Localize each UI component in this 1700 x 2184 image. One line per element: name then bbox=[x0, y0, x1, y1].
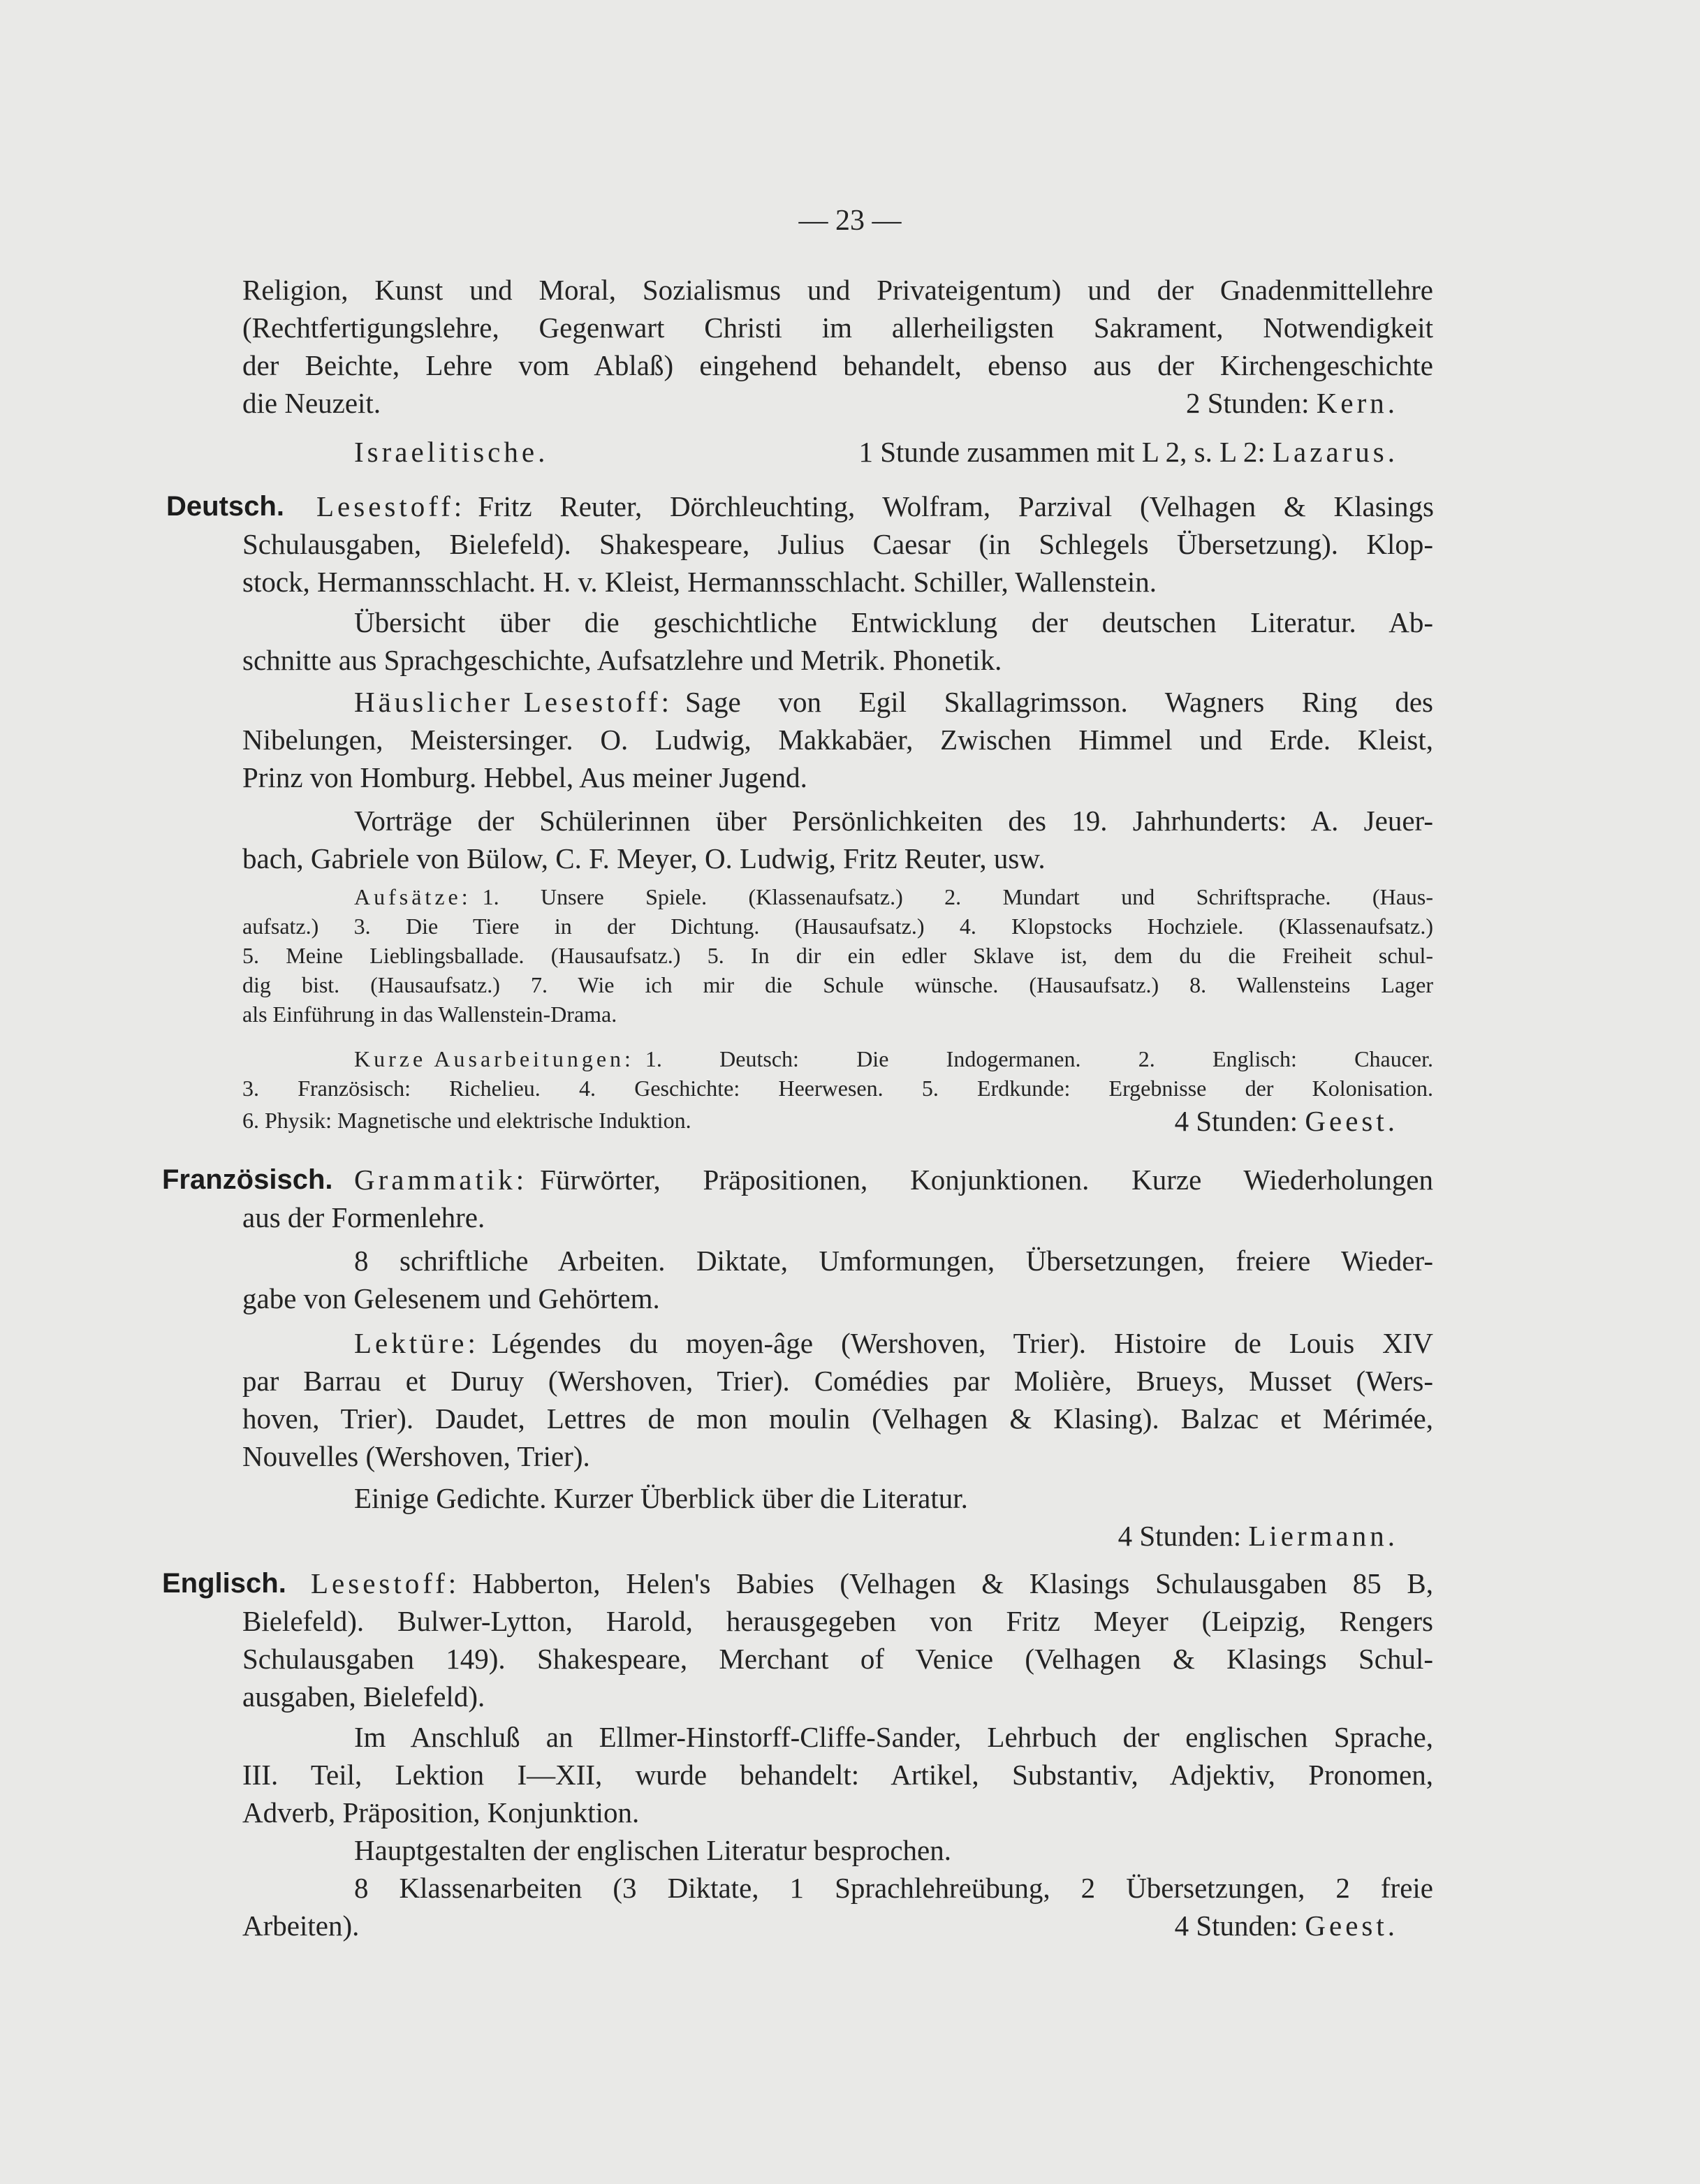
text-line: (Rechtfertigungslehre, Gegenwart Christi im allerheiligsten Sakrament, Notwendigkeit bbox=[242, 312, 1433, 344]
text-line: stock, Hermannsschlacht. H. v. Kleist, Hermannsschlacht. Schiller, Wallenstein. bbox=[242, 566, 1157, 598]
hours-line bbox=[1186, 386, 1398, 420]
text-line: Bielefeld). Bulwer-Lytton, Harold, herausgegeben von Fritz Meyer (Leipzig, Rengers bbox=[242, 1605, 1433, 1637]
text-line: schnitte aus Sprachgeschichte, Aufsatzlehre und Metrik. Phonetik. bbox=[242, 644, 1002, 676]
teacher-name: Kern. bbox=[1316, 387, 1398, 419]
hours-text: 2 Stunden: bbox=[1185, 387, 1310, 419]
label: Grammatik: bbox=[354, 1164, 528, 1196]
hours-text: 4 Stunden: bbox=[1174, 1105, 1298, 1137]
text-line: aus der Formenlehre. bbox=[242, 1201, 485, 1233]
text: Légendes du moyen-âge (Wershoven, Trier). Histoire de Louis XIV bbox=[491, 1327, 1433, 1359]
text-line: Arbeiten). bbox=[242, 1910, 360, 1942]
text: 1. Unsere Spiele. (Klassenaufsatz.) 2. Mundart und Schriftsprache. (Haus- bbox=[482, 884, 1433, 909]
text: Fürwörter, Präpositionen, Konjunktionen. Kurze Wiederholungen bbox=[540, 1164, 1433, 1196]
page-number: — 23 — bbox=[798, 205, 902, 237]
label: Aufsätze: bbox=[354, 884, 471, 909]
text-line: Prinz von Homburg. Hebbel, Aus meiner Jugend. bbox=[242, 761, 807, 793]
hours-line bbox=[1175, 1908, 1398, 1943]
text-line: Nibelungen, Meistersinger. O. Ludwig, Makkabäer, Zwischen Himmel und Erde. Kleist, bbox=[242, 724, 1433, 756]
section-heading: Französisch. bbox=[162, 1164, 333, 1195]
text-line: hoven, Trier). Daudet, Lettres de mon moulin (Velhagen & Klasing). Balzac et Mérimée, bbox=[242, 1402, 1433, 1435]
hours-text: 1 Stunde zusammen mit L 2, s. L 2: bbox=[858, 436, 1266, 468]
text-line bbox=[354, 883, 1433, 911]
section-heading: Englisch. bbox=[162, 1568, 286, 1599]
text-line: 5. Meine Lieblingsballade. (Hausaufsatz.) 5. In dir ein edler Sklave ist, dem du die Freiheit schul- bbox=[242, 943, 1433, 968]
text-line bbox=[354, 1045, 1433, 1073]
label: Kurze Ausarbeitungen: bbox=[354, 1046, 634, 1071]
hours-line bbox=[1175, 1104, 1398, 1138]
section-heading: Deutsch. bbox=[166, 491, 284, 522]
text-line: par Barrau et Duruy (Wershoven, Trier). Comédies par Molière, Brueys, Musset (Wers- bbox=[242, 1365, 1433, 1397]
text: Habberton, Helen's Babies (Velhagen & Klasings Schulausgaben 85 B, bbox=[472, 1567, 1433, 1599]
teacher-name: Geest. bbox=[1305, 1105, 1398, 1137]
text-line: gabe von Gelesenem und Gehörtem. bbox=[242, 1282, 660, 1314]
text-line: bach, Gabriele von Bülow, C. F. Meyer, O. Ludwig, Fritz Reuter, usw. bbox=[242, 842, 1046, 874]
hours-line bbox=[1118, 1518, 1398, 1553]
text-line: Nouvelles (Wershoven, Trier). bbox=[242, 1440, 590, 1472]
label: Lesestoff: bbox=[316, 490, 466, 522]
text-line: Einige Gedichte. Kurzer Überblick über die Literatur. bbox=[354, 1482, 968, 1514]
hours-line bbox=[858, 434, 1398, 469]
text-line bbox=[354, 684, 1433, 719]
text-line: aufsatz.) 3. Die Tiere in der Dichtung. (Hausaufsatz.) 4. Klopstocks Hochziele. (Klassenaufsatz.) bbox=[242, 914, 1433, 939]
teacher-name: Liermann. bbox=[1248, 1520, 1398, 1552]
text-line: 6. Physik: Magnetische und elektrische Induktion. bbox=[242, 1108, 691, 1133]
subsection-label: Israelitische. bbox=[354, 436, 549, 468]
text: 1. Deutsch: Die Indogermanen. 2. Englisch: Chaucer. bbox=[645, 1046, 1433, 1071]
hours-text: 4 Stunden: bbox=[1118, 1520, 1242, 1552]
text-line: der Beichte, Lehre vom Ablaß) eingehend behandelt, ebenso aus der Kirchengeschichte bbox=[242, 349, 1433, 381]
text-line: III. Teil, Lektion I—XII, wurde behandelt: Artikel, Substantiv, Adjektiv, Pronomen, bbox=[242, 1759, 1433, 1791]
text-line: Adverb, Präposition, Konjunktion. bbox=[242, 1796, 640, 1828]
text-line: ausgaben, Bielefeld). bbox=[242, 1680, 485, 1713]
text: Sage von Egil Skallagrimsson. Wagners Ring des bbox=[685, 686, 1433, 718]
text-line: Vorträge der Schülerinnen über Persönlichkeiten des 19. Jahrhunderts: A. Jeuer- bbox=[354, 805, 1433, 837]
teacher-name: Geest. bbox=[1305, 1910, 1398, 1942]
text-line: Schulausgaben, Bielefeld). Shakespeare, Julius Caesar (in Schlegels Übersetzung). Klop- bbox=[242, 528, 1433, 560]
label: Lektüre: bbox=[354, 1327, 479, 1359]
text-line: Schulausgaben 149). Shakespeare, Merchant of Venice (Velhagen & Klasings Schul- bbox=[242, 1643, 1433, 1675]
text-line: Religion, Kunst und Moral, Sozialismus und Privateigentum) und der Gnadenmittellehre bbox=[242, 274, 1433, 306]
text-line: dig bist. (Hausaufsatz.) 7. Wie ich mir die Schule wünsche. (Hausaufsatz.) 8. Wallensteins Lager bbox=[242, 972, 1433, 997]
text-line bbox=[311, 1566, 1433, 1601]
text-line: Hauptgestalten der englischen Literatur besprochen. bbox=[354, 1834, 951, 1866]
text-line bbox=[354, 1162, 1433, 1197]
text-line: als Einführung in das Wallenstein-Drama. bbox=[242, 1002, 617, 1027]
text: Fritz Reuter, Dörchleuchting, Wolfram, Parzival (Velhagen & Klasings bbox=[478, 490, 1434, 522]
text-line: 8 Klassenarbeiten (3 Diktate, 1 Sprachlehreübung, 2 Übersetzungen, 2 freie bbox=[354, 1872, 1433, 1904]
label: Häuslicher Lesestoff: bbox=[354, 686, 673, 718]
text-line bbox=[316, 489, 1434, 524]
hours-text: 4 Stunden: bbox=[1174, 1910, 1298, 1942]
text-line: 8 schriftliche Arbeiten. Diktate, Umformungen, Übersetzungen, freiere Wieder- bbox=[354, 1245, 1433, 1277]
teacher-name: Lazarus. bbox=[1273, 436, 1398, 468]
text-line: Übersicht über die geschichtliche Entwicklung der deutschen Literatur. Ab- bbox=[354, 606, 1433, 638]
text-line: 3. Französisch: Richelieu. 4. Geschichte: Heerwesen. 5. Erdkunde: Ergebnisse der Kolonisation. bbox=[242, 1076, 1433, 1101]
text-line bbox=[354, 1326, 1433, 1361]
label: Lesestoff: bbox=[311, 1567, 460, 1599]
text-line: die Neuzeit. bbox=[242, 387, 381, 419]
text-line: Im Anschluß an Ellmer-Hinstorff-Cliffe-Sander, Lehrbuch der englischen Sprache, bbox=[354, 1721, 1433, 1753]
